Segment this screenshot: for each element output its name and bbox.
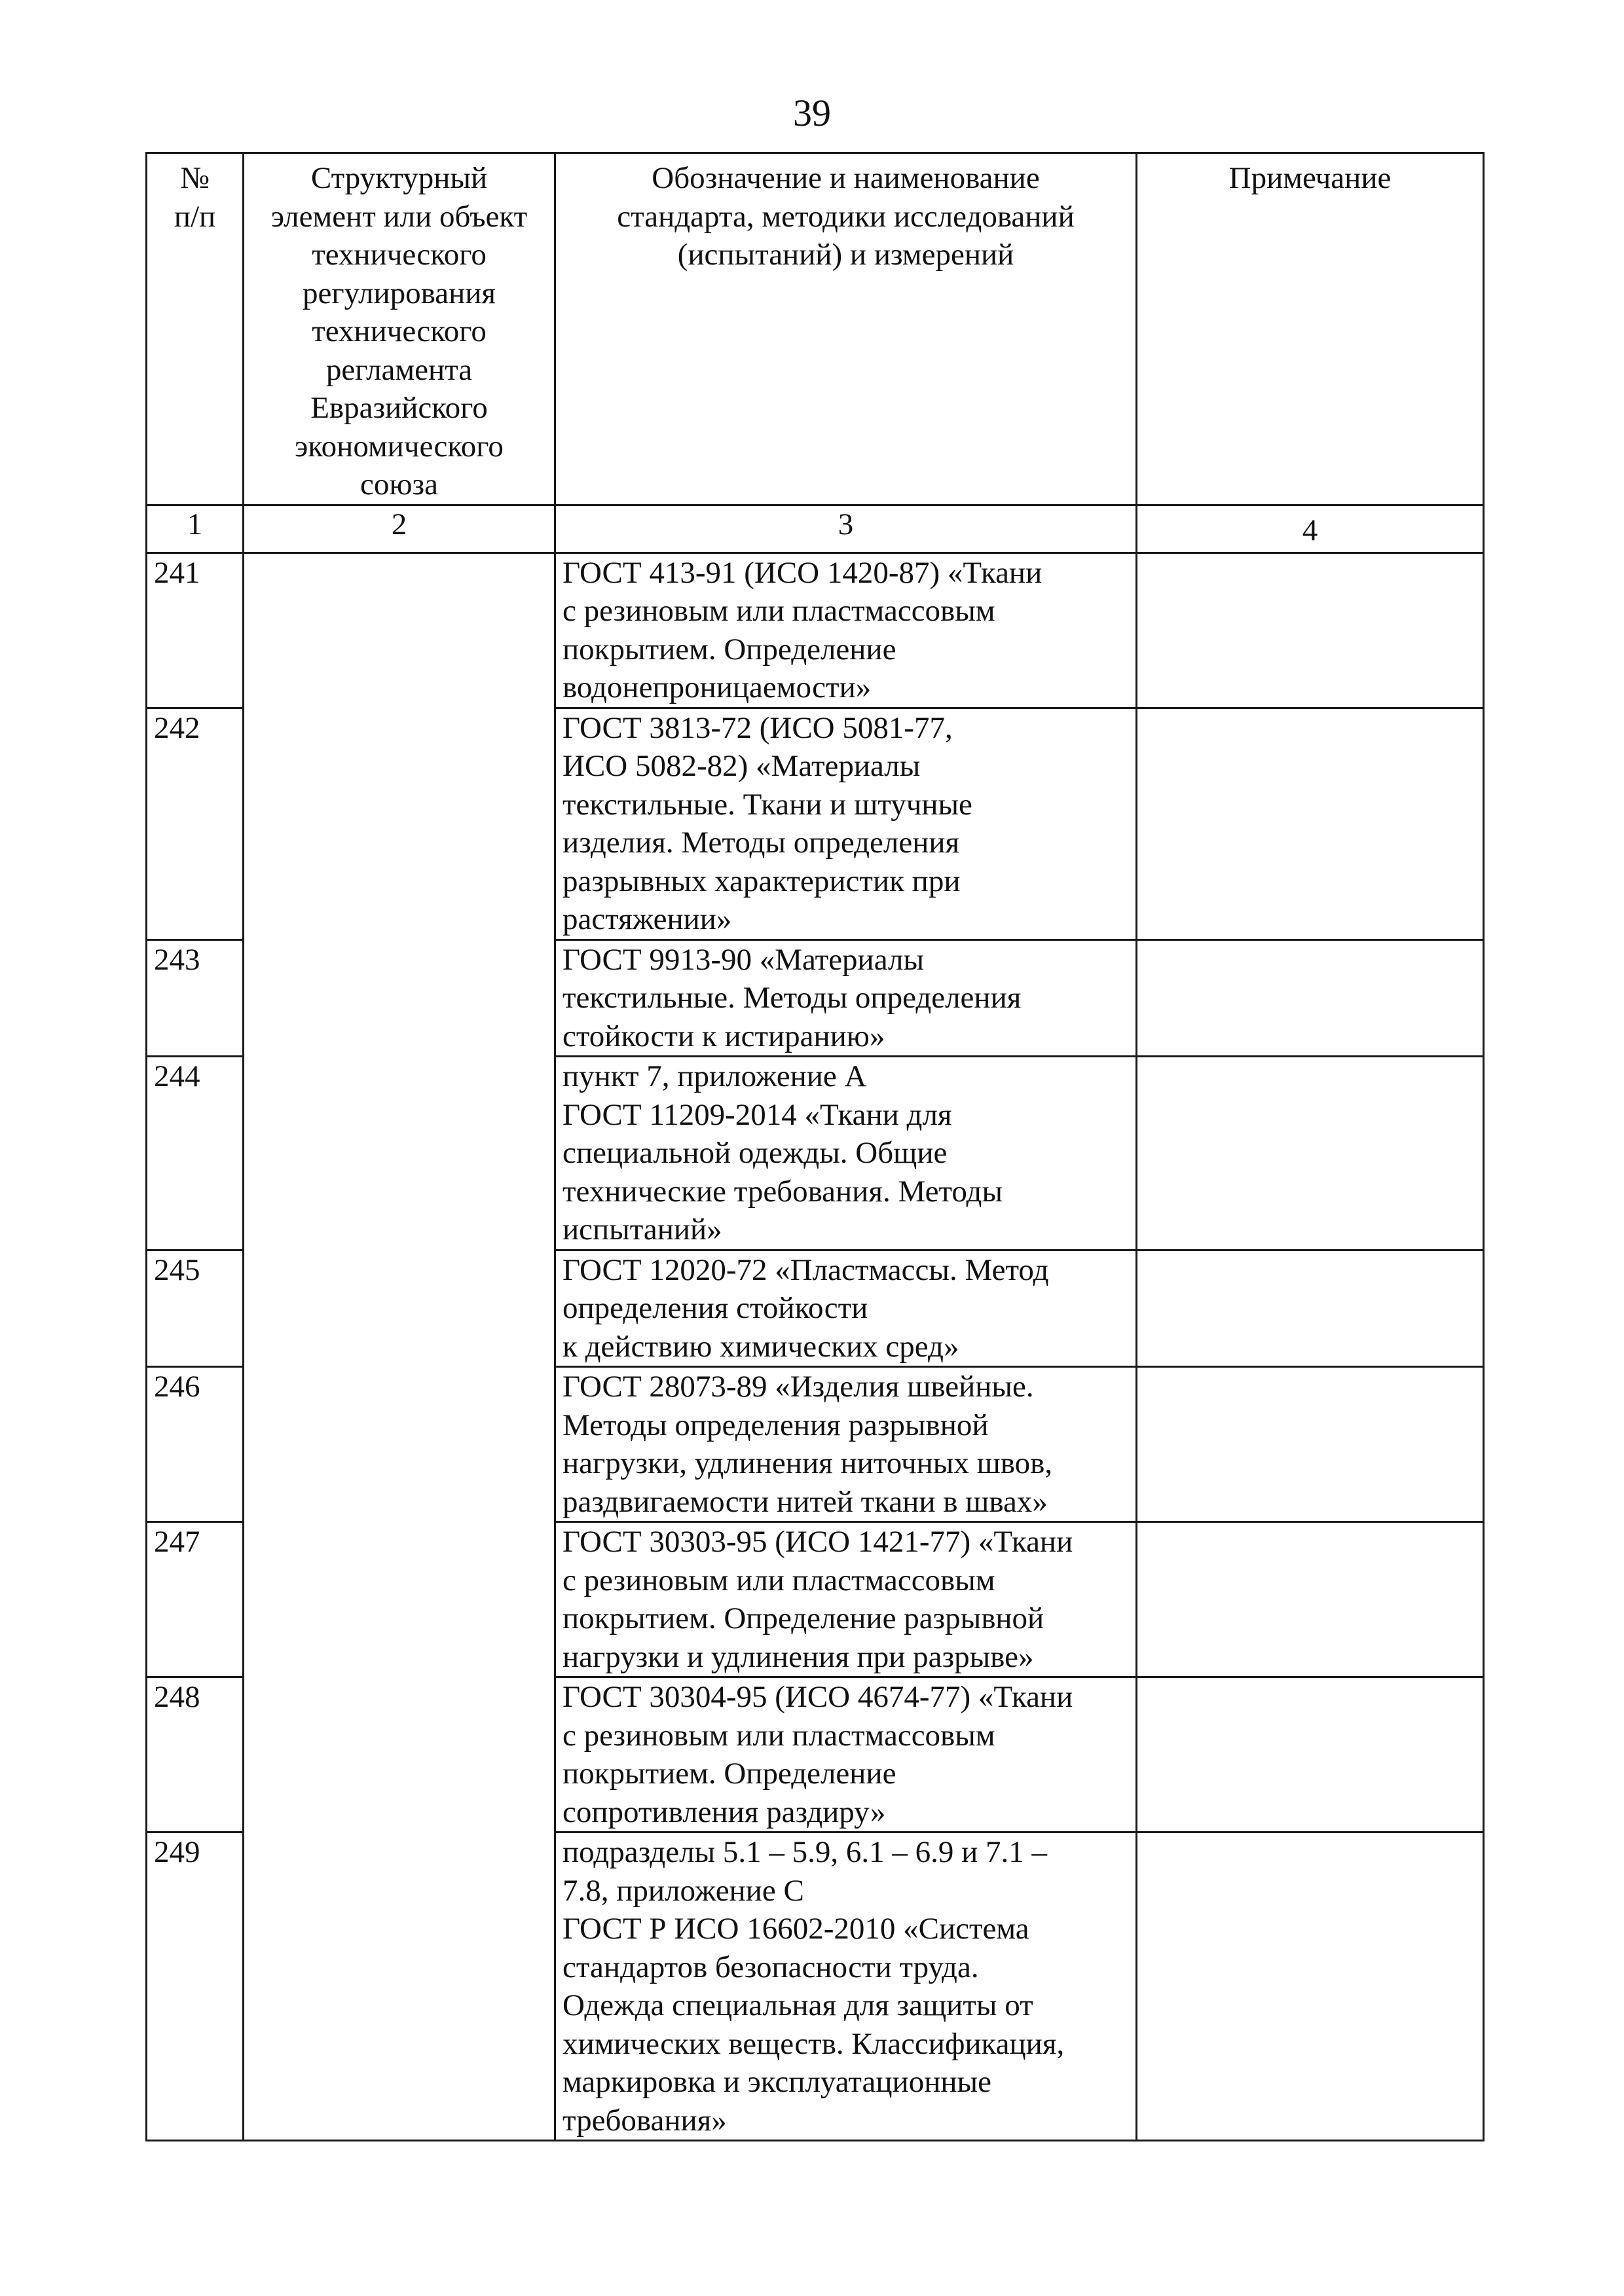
standard-line: технические требования. Методы (563, 1174, 1003, 1209)
standard-cell (555, 1057, 1137, 1250)
standard-line: раздвигаемости нитей ткани в швах» (563, 1484, 1048, 1519)
header-line: Евразийского (310, 391, 488, 425)
column-number: 2 (244, 505, 555, 553)
page-number: 39 (793, 92, 831, 134)
standard-line: ГОСТ 9913-90 «Материалы (563, 942, 925, 977)
column-number: 4 (1137, 505, 1484, 553)
header-line: экономического (295, 429, 504, 464)
standard-line: с резиновым или пластмассовым (563, 1718, 995, 1753)
note-cell (1137, 1832, 1484, 2141)
header-line: технического (312, 314, 487, 348)
standard-line: нагрузки, удлинения ниточных швов, (563, 1446, 1053, 1480)
standard-line: к действию химических сред» (563, 1329, 959, 1364)
standard-line: покрытием. Определение (563, 1757, 896, 1791)
standard-line: ГОСТ 28073-89 «Изделия швейные. (563, 1370, 1034, 1404)
standard-cell (555, 939, 1137, 1057)
standard-cell (555, 1522, 1137, 1677)
standard-line: ГОСТ 413-91 (ИСО 1420-87) «Ткани (563, 555, 1043, 590)
standard-line: сопротивления раздиру» (563, 1795, 886, 1829)
row-number: 241 (147, 553, 244, 708)
standard-line: покрытием. Определение разрывной (563, 1601, 1044, 1635)
note-cell (1137, 1250, 1484, 1367)
standard-line: химических веществ. Классификация, (563, 2026, 1065, 2061)
standard-line: ГОСТ 3813-72 (ИСО 5081-77, (563, 710, 953, 745)
standard-line: текстильные. Ткани и штучные (563, 787, 972, 822)
row-number: 245 (147, 1250, 244, 1367)
standard-line: специальной одежды. Общие (563, 1136, 948, 1170)
standard-line: требования» (563, 2103, 727, 2138)
standard-line: ГОСТ Р ИСО 16602-2010 «Система (563, 1912, 1029, 1946)
note-cell (1137, 1057, 1484, 1250)
standard-cell (555, 553, 1137, 708)
standard-line: с резиновым или пластмассовым (563, 1563, 995, 1597)
header-number (147, 153, 244, 505)
standard-line: 7.8, приложение С (563, 1873, 804, 1908)
header-standard (555, 153, 1137, 505)
note-cell (1137, 939, 1484, 1057)
header-line: Структурный (310, 161, 488, 195)
table-row (147, 553, 1484, 708)
standard-line: водонепроницаемости» (563, 670, 872, 704)
standard-line: ГОСТ 30304-95 (ИСО 4674-77) «Ткани (563, 1680, 1073, 1714)
header-line: № (180, 161, 210, 195)
header-line: стандарта, методики исследований (617, 199, 1075, 234)
standard-line: нагрузки и удлинения при разрыве» (563, 1639, 1034, 1674)
standard-line: разрывных характеристик при (563, 864, 961, 898)
column-number: 1 (147, 505, 244, 553)
header-line: регламента (325, 352, 473, 387)
standard-line: Одежда специальная для защиты от (563, 1988, 1033, 2022)
standard-cell (555, 708, 1137, 939)
header-line: Примечание (1228, 161, 1392, 195)
row-number: 242 (147, 708, 244, 939)
table-header-row (147, 153, 1484, 505)
header-line: технического (312, 238, 487, 272)
standard-cell (555, 1250, 1137, 1367)
note-cell (1137, 1677, 1484, 1832)
standard-line: стандартов безопасности труда. (563, 1950, 979, 1984)
header-line: союза (360, 467, 438, 501)
structural-element-cell (244, 553, 555, 2141)
note-cell (1137, 553, 1484, 708)
standard-line: текстильные. Методы определения (563, 981, 1022, 1015)
header-line: Обозначение и наименование (652, 161, 1040, 195)
standard-cell (555, 1677, 1137, 1832)
header-line: элемент или объект (270, 199, 528, 234)
header-line: п/п (174, 199, 216, 234)
standard-line: подразделы 5.1 – 5.9, 6.1 – 6.9 и 7.1 – (563, 1835, 1047, 1869)
standard-line: с резиновым или пластмассовым (563, 594, 995, 628)
standard-line: маркировка и эксплуатационные (563, 2065, 991, 2099)
standard-line: покрытием. Определение (563, 632, 896, 666)
row-number: 243 (147, 939, 244, 1057)
row-number: 247 (147, 1522, 244, 1677)
standard-line: Методы определения разрывной (563, 1408, 989, 1442)
standard-line: ГОСТ 12020-72 «Пластмассы. Метод (563, 1252, 1049, 1287)
standard-line: стойкости к истиранию» (563, 1019, 885, 1053)
header-structural-element (244, 153, 555, 505)
standard-line: ГОСТ 11209-2014 «Ткани для (563, 1097, 952, 1132)
standard-line: ИСО 5082-82) «Материалы (563, 749, 921, 783)
standard-cell (555, 1367, 1137, 1522)
standard-line: растяжении» (563, 902, 732, 936)
standard-line: изделия. Методы определения (563, 826, 960, 860)
standards-table (145, 152, 1485, 2141)
header-line: регулирования (302, 276, 496, 310)
row-number: 249 (147, 1832, 244, 2141)
note-cell (1137, 708, 1484, 939)
row-number: 246 (147, 1367, 244, 1522)
row-number: 248 (147, 1677, 244, 1832)
row-number: 244 (147, 1057, 244, 1250)
header-note (1137, 153, 1484, 505)
note-cell (1137, 1367, 1484, 1522)
standard-line: ГОСТ 30303-95 (ИСО 1421-77) «Ткани (563, 1525, 1073, 1559)
standard-line: определения стойкости (563, 1291, 868, 1325)
column-number: 3 (555, 505, 1137, 553)
standard-line: пункт 7, приложение А (563, 1059, 867, 1093)
column-number-row (147, 505, 1484, 553)
header-line: (испытаний) и измерений (677, 238, 1014, 272)
standard-cell (555, 1832, 1137, 2141)
note-cell (1137, 1522, 1484, 1677)
standard-line: испытаний» (563, 1212, 722, 1247)
